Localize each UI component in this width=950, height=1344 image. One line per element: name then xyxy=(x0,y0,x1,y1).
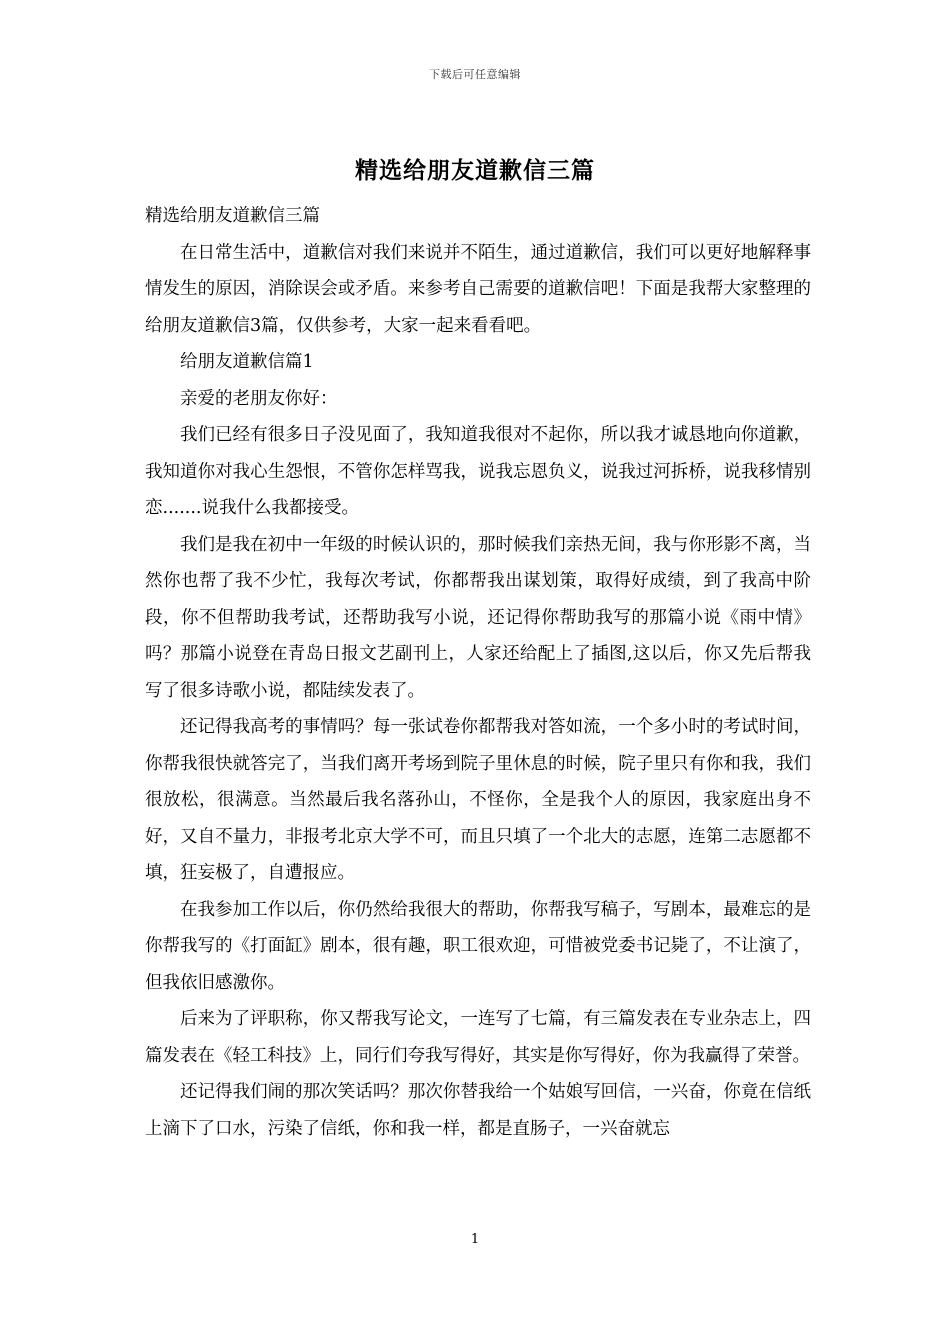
intro-paragraph: 在日常生活中，道歉信对我们来说并不陌生，通过道歉信，我们可以更好地解释事情发生的原因，消除误会或矛盾。来参考自己需要的道歉信吧！下面是我帮大家整理的给朋友道歉信3篇，仅供参考，大家一起来看看吧。 xyxy=(145,242,811,336)
body-paragraph: 我们已经有很多日子没见面了，我知道我很对不起你，所以我才诚恳地向你道歉，我知道你对我心生怨恨，不管你怎样骂我，说我忘恩负义，说我过河拆桥，说我移情别恋.......说我什么我都接受。 xyxy=(145,425,811,518)
body-paragraph: 后来为了评职称，你又帮我写论文，一连写了七篇，有三篇发表在专业杂志上，四篇发表在《轻工科技》上，同行们夸我写得好，其实是你写得好，你为我赢得了荣誉。 xyxy=(145,1009,811,1066)
body-paragraph: 还记得我高考的事情吗？每一张试卷你都帮我对答如流，一个多小时的考试时间，你帮我很快就答完了，当我们离开考场到院子里休息的时候，院子里只有你和我，我们很放松，很满意。当然最后我名落孙山，不怪你，全是我个人的原因，我家庭出身不好，又自不量力，非报考北京大学不可，而且只填了一个北大的志愿，连第二志愿都不填，狂妄极了，自遭报应。 xyxy=(145,717,811,883)
body-paragraph: 在我参加工作以后，你仍然给我很大的帮助，你帮我写稿子，写剧本，最难忘的是你帮我写的《打面缸》剧本，很有趣，职工很欢迎，可惜被党委书记毙了，不让演了，但我依旧感激你。 xyxy=(145,899,811,993)
document-body xyxy=(145,198,811,1147)
document-title: 精选给朋友道歉信三篇 xyxy=(355,157,595,184)
subtitle-paragraph: 精选给朋友道歉信三篇 xyxy=(145,206,320,226)
body-paragraph: 我们是我在初中一年级的时候认识的，那时候我们亲热无间，我与你形影不离，当然你也帮了我不少忙，我每次考试，你都帮我出谋划策，取得好成绩，到了我高中阶段，你不但帮助我考试，还帮助我写小说，还记得你帮助我写的那篇小说《雨中情》吗？那篇小说登在青岛日报文艺副刊上，人家还给配上了插图,这以后，你又先后帮我写了很多诗歌小说，都陆续发表了。 xyxy=(145,534,811,701)
salutation: 亲爱的老朋友你好： xyxy=(180,388,338,409)
page-number: 1 xyxy=(470,1232,480,1247)
section-heading: 给朋友道歉信篇1 xyxy=(180,352,314,372)
body-paragraph: 还记得我们闹的那次笑话吗？那次你替我给一个姑娘写回信，一兴奋，你竟在信纸上滴下了口水，污染了信纸，你和我一样，都是直肠子，一兴奋就忘 xyxy=(145,1082,811,1139)
header-note: 下载后可任意编辑 xyxy=(429,68,521,81)
